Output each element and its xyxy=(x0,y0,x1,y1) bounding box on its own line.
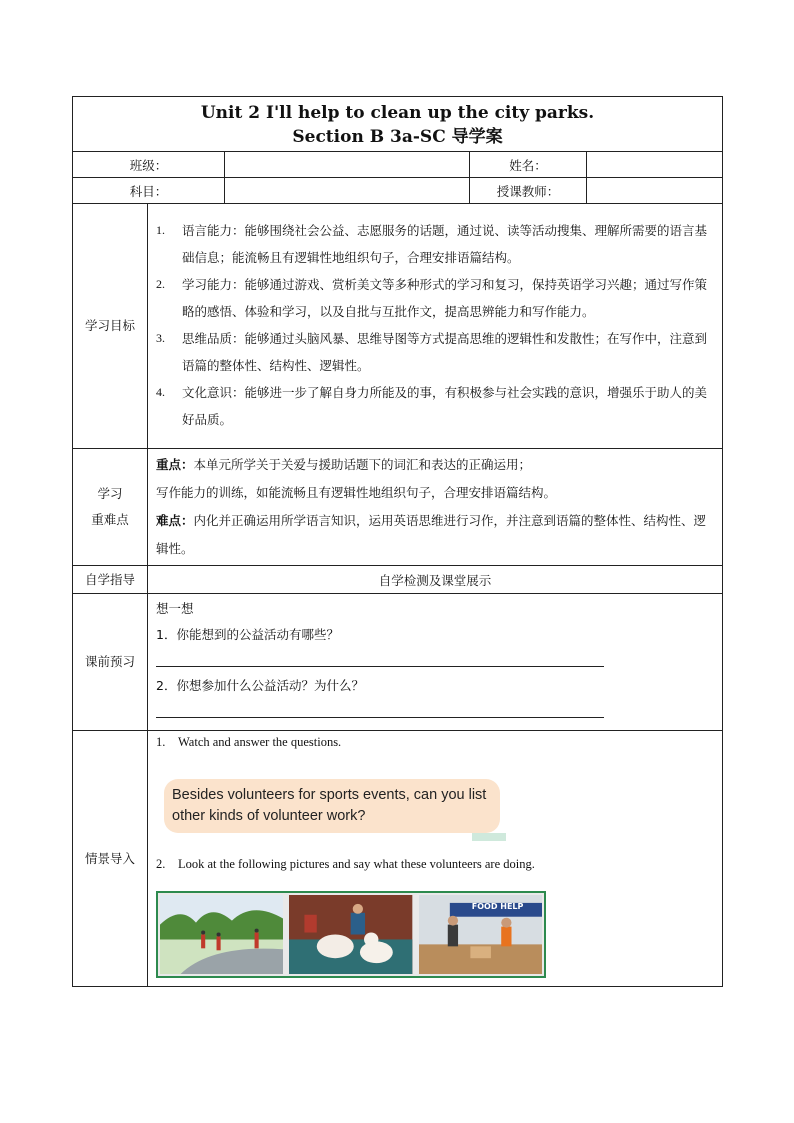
task-1-text: Watch and answer the questions. xyxy=(178,735,342,749)
preview-content xyxy=(148,594,723,731)
answer-line-2[interactable] xyxy=(156,699,604,718)
task-1 xyxy=(156,733,714,751)
goals-label: 学习目标 xyxy=(73,204,148,449)
key-text: 本单元所学关于关爱与援助话题下的词汇和表达的正确运用； xyxy=(193,457,532,472)
class-label: 班级： xyxy=(73,152,225,178)
goals-content xyxy=(148,204,723,449)
guide-label: 自学指导 xyxy=(73,566,148,594)
goal-item xyxy=(156,379,714,433)
preview-question-2: 2．你想参加什么公益活动？为什么？ xyxy=(156,678,364,693)
hard-label: 难点： xyxy=(156,513,194,528)
bubble-text: Besides volunteers for sports events, can you list other kinds of volunteer work? xyxy=(172,787,487,824)
teacher-field[interactable] xyxy=(587,178,723,204)
task-2-text: Look at the following pictures and say what these volunteers are doing. xyxy=(178,857,535,871)
focus-label xyxy=(73,449,148,566)
goal-item xyxy=(156,271,714,325)
key-label: 重点： xyxy=(156,457,194,472)
photo-park-cleanup xyxy=(160,895,283,974)
goal-text: 思维品质：能够通过头脑风暴、思维导图等方式提高思维的逻辑性和发散性；在写作中，注意到语篇的整体性、结构性、逻辑性。 xyxy=(182,331,708,373)
name-label: 姓名： xyxy=(470,152,587,178)
guide-content: 自学检测及课堂展示 xyxy=(148,566,723,594)
goal-num: 4. xyxy=(156,385,165,399)
key-point xyxy=(156,451,714,479)
goal-text: 语言能力：能够围绕社会公益、志愿服务的话题，通过说、读等活动搜集、理解所需要的语言基础信息；能流畅且有逻辑性地组织句子，合理安排语篇结构。 xyxy=(182,223,708,265)
worksheet xyxy=(72,96,722,987)
class-field[interactable] xyxy=(225,152,470,178)
answer-line-1[interactable] xyxy=(156,648,604,667)
goal-text: 文化意识：能够进一步了解自身力所能及的事，有积极参与社会实践的意识，增强乐于助人的美好品质。 xyxy=(182,385,708,427)
preview-label: 课前预习 xyxy=(73,594,148,731)
focus-content xyxy=(148,449,723,566)
subject-label: 科目： xyxy=(73,178,225,204)
teacher-label: 授课教师： xyxy=(470,178,587,204)
focus-label-line-1: 学习 xyxy=(97,486,123,501)
title-line-2: Section B 3a-SC 导学案 xyxy=(292,127,503,147)
focus-label-line-2: 重难点 xyxy=(91,512,129,527)
hard-text: 内化并正确运用所学语言知识，运用英语思维进行习作，并注意到语篇的整体性、结构性、逻辑性。 xyxy=(156,513,707,556)
worksheet-table xyxy=(72,96,723,987)
goal-item xyxy=(156,325,714,379)
hard-point xyxy=(156,507,714,563)
photo-food-bank xyxy=(419,895,542,974)
key-text-2: 写作能力的训练，如能流畅且有逻辑性地组织句子，合理安排语篇结构。 xyxy=(156,485,557,500)
name-field[interactable] xyxy=(587,152,723,178)
volunteer-photos xyxy=(156,891,546,978)
goal-num: 1. xyxy=(156,223,165,237)
speech-bubble xyxy=(164,779,500,833)
title-line-1: Unit 2 I'll help to clean up the city parks. xyxy=(200,103,595,123)
bubble-tail-decoration xyxy=(472,833,506,841)
page-title xyxy=(73,97,723,152)
subject-field[interactable] xyxy=(225,178,470,204)
task-2-num: 2. xyxy=(156,857,166,871)
task-1-num: 1. xyxy=(156,735,166,749)
scene-label: 情景导入 xyxy=(73,731,148,987)
preview-heading: 想一想 xyxy=(156,601,194,616)
food-help-sign: FOOD HELP xyxy=(471,902,524,912)
scene-content xyxy=(148,731,723,987)
task-2 xyxy=(156,855,714,873)
preview-question-1: 1．你能想到的公益活动有哪些？ xyxy=(156,627,339,642)
goal-num: 3. xyxy=(156,331,165,345)
goal-num: 2. xyxy=(156,277,165,291)
photo-animal-care xyxy=(289,895,412,974)
goal-item xyxy=(156,217,714,271)
goal-text: 学习能力：能够通过游戏、赏析美文等多种形式的学习和复习，保持英语学习兴趣；通过写作策略的感悟、体验和学习，以及自批与互批作文，提高思辨能力和写作能力。 xyxy=(182,277,708,319)
